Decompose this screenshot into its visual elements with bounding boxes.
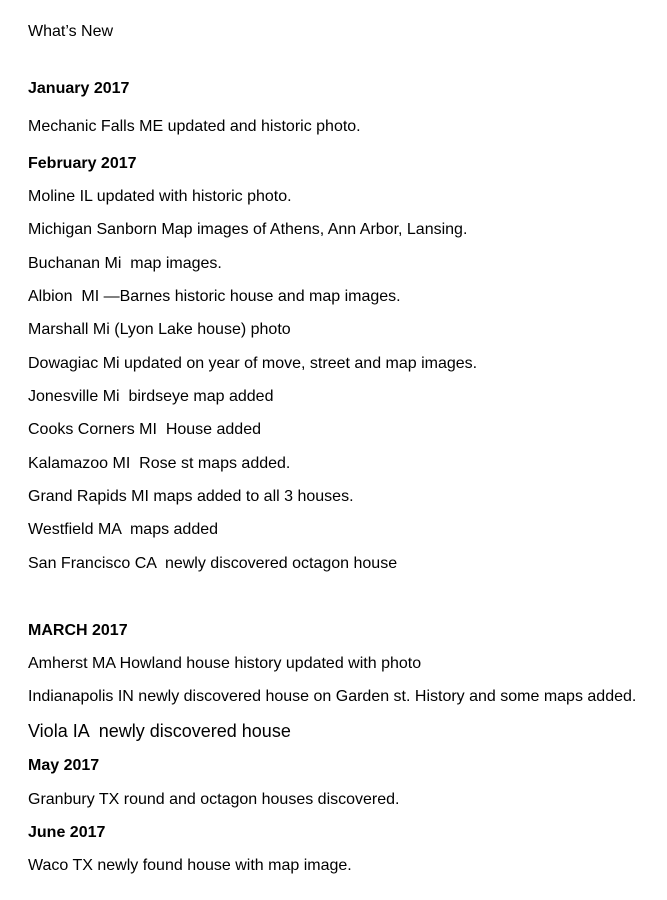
section-heading-march: MARCH 2017 xyxy=(28,622,128,639)
section-heading-may: May 2017 xyxy=(28,757,100,774)
list-item: Amherst MA Howland house history updated with photo xyxy=(28,655,422,672)
list-item: Waco TX newly found house with map image. xyxy=(28,857,352,874)
section-heading-february: February 2017 xyxy=(28,155,137,172)
list-item: Michigan Sanborn Map images of Athens, Ann Arbor, Lansing. xyxy=(28,221,468,238)
list-item: Moline IL updated with historic photo. xyxy=(28,188,292,205)
list-item: Albion MI —Barnes historic house and map images. xyxy=(28,288,401,305)
list-item: Mechanic Falls ME updated and historic photo. xyxy=(28,118,361,135)
list-item: Jonesville Mi birdseye map added xyxy=(28,388,274,405)
list-item: Cooks Corners MI House added xyxy=(28,421,261,438)
list-item: Westfield MA maps added xyxy=(28,521,219,538)
section-heading-june: June 2017 xyxy=(28,824,106,841)
list-item: Viola IA newly discovered house xyxy=(28,721,291,741)
list-item: Grand Rapids MI maps added to all 3 houses. xyxy=(28,488,354,505)
list-item: Indianapolis IN newly discovered house on Garden st. History and some maps added. xyxy=(28,688,637,705)
list-item: Kalamazoo MI Rose st maps added. xyxy=(28,455,291,472)
section-heading-january: January 2017 xyxy=(28,80,130,97)
list-item: Dowagiac Mi updated on year of move, street and map images. xyxy=(28,355,478,372)
list-item: Marshall Mi (Lyon Lake house) photo xyxy=(28,321,291,338)
list-item: Buchanan Mi map images. xyxy=(28,255,222,272)
list-item: San Francisco CA newly discovered octagon house xyxy=(28,555,398,572)
list-item: Granbury TX round and octagon houses discovered. xyxy=(28,791,400,808)
page-title: What’s New xyxy=(28,23,114,40)
